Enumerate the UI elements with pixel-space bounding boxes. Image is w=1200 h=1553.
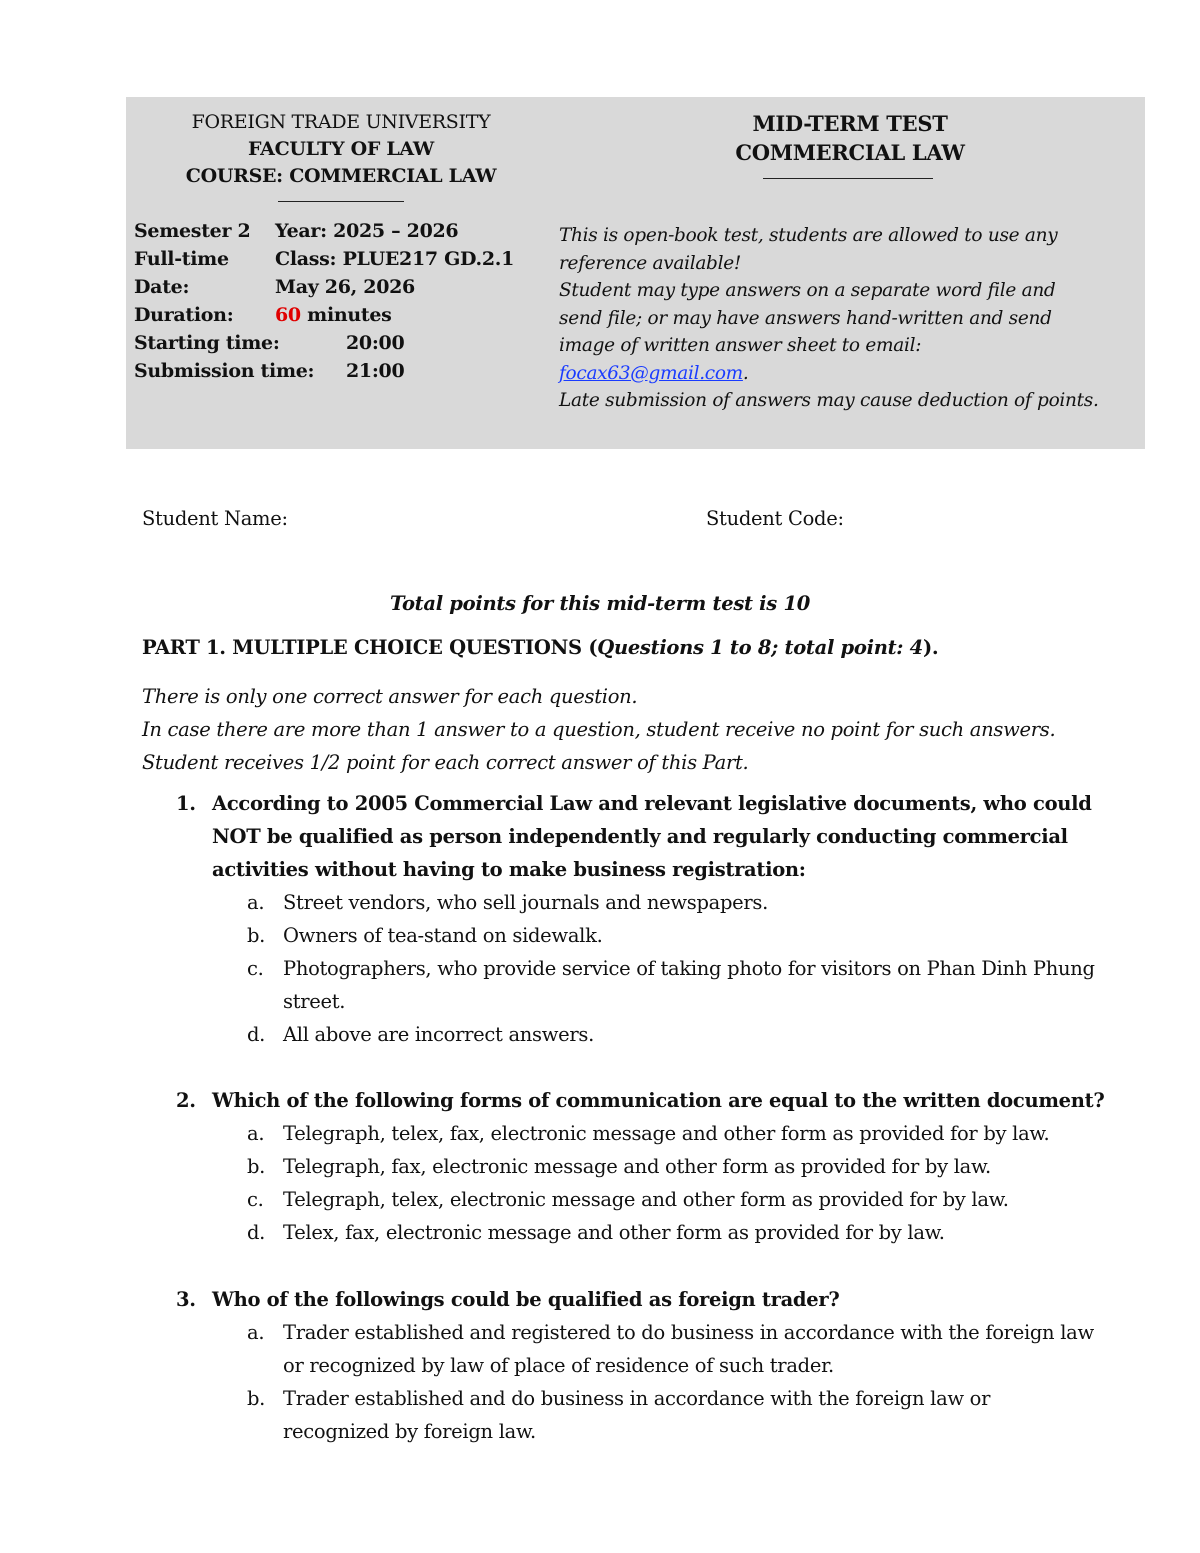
option-text: Street vendors, who sell journals and newspapers. [283,891,769,914]
note-line: image of written answer sheet to email: [559,335,922,356]
part1-title-italic: Questions 1 to 8; total point: 4 [597,636,923,659]
start-value: 20:00 [346,332,405,354]
option-text: Telegraph, fax, electronic message and other form as provided for by law. [283,1155,991,1178]
option-letter: b. [247,924,266,947]
option-text: or recognized by law of place of residence of such trader. [283,1354,834,1377]
option-letter: a. [247,891,265,914]
duration-number: 60 [275,304,301,326]
semester: Semester 2 [134,220,251,242]
course-name: COURSE: COMMERCIAL LAW [185,165,497,187]
option-letter: b. [247,1387,266,1410]
header-left-divider [278,201,404,202]
instruction-line: There is only one correct answer for each question. [142,685,638,708]
header-right [640,109,1060,167]
part1-title [142,635,938,661]
part1-instructions [142,680,1055,779]
question-text: NOT be qualified as person independently and regularly conducting commercial [212,825,1068,848]
option-letter: a. [247,1122,265,1145]
option-letter: a. [247,1321,265,1344]
option-text: Telex, fax, electronic message and other form as provided for by law. [283,1221,945,1244]
email-suffix: . [742,362,749,384]
option-text: Telegraph, telex, fax, electronic message and other form as provided for by law. [283,1122,1050,1145]
note-line: send file; or may have answers hand-written and send [559,307,1052,329]
date-label: Date: [134,276,190,298]
option-text: Trader established and registered to do business in accordance with the foreign law [283,1321,1094,1344]
option-text: Owners of tea-stand on sidewalk. [283,924,603,947]
option-letter: c. [247,1188,264,1211]
option-letter: b. [247,1155,266,1178]
submit-value: 21:00 [346,360,405,382]
note-line: Late submission of answers may cause deduction of points. [559,390,1099,411]
study-mode: Full-time [134,248,229,270]
part1-title-end: ). [922,636,939,659]
test-subject: COMMERCIAL LAW [735,140,965,165]
student-code-label: Student Code: [706,507,844,530]
instruction-line: In case there are more than 1 answer to a question, student receive no point for such answers. [142,718,1056,741]
question-text: Who of the followings could be qualified as foreign trader? [212,1288,840,1311]
option-letter: d. [247,1221,266,1244]
exam-note [559,222,1099,415]
option-text: Telegraph, telex, electronic message and other form as provided for by law. [283,1188,1009,1211]
header-right-divider [763,178,933,179]
question-text: Which of the following forms of communication are equal to the written document? [212,1089,1105,1112]
note-line: reference available! [559,252,741,274]
question-number: 2. [176,1089,196,1112]
instruction-line: Student receives 1/2 point for each correct answer of this Part. [142,751,749,774]
option-text: recognized by foreign law. [283,1420,536,1443]
option-letter: c. [247,957,264,980]
question-number: 3. [176,1288,196,1311]
start-label: Starting time: [134,332,280,354]
faculty-name: FACULTY OF LAW [248,138,434,160]
option-text: street. [283,990,346,1013]
exam-info [134,217,554,385]
date-value: May 26, 2026 [275,276,415,298]
option-text: All above are incorrect answers. [283,1023,594,1046]
duration-unit: minutes [300,304,392,326]
submit-label: Submission time: [134,360,315,382]
note-line: This is open-book test, students are allowed to use any [559,225,1058,246]
option-letter: d. [247,1023,266,1046]
option-text: Photographers, who provide service of taking photo for visitors on Phan Dinh Phung [283,957,1095,980]
class: Class: PLUE217 GD.2.1 [275,248,515,270]
note-line: Student may type answers on a separate word file and [559,280,1056,301]
question-text: According to 2005 Commercial Law and relevant legislative documents, who could [212,792,1092,815]
student-name-label: Student Name: [142,507,288,530]
year: Year: 2025 – 2026 [275,220,459,242]
question-text: activities without having to make business registration: [212,858,806,881]
duration-label: Duration: [134,304,234,326]
header-left [126,109,556,190]
option-text: Trader established and do business in accordance with the foreign law or [283,1387,991,1410]
total-points: Total points for this mid-term test is 10 [389,592,810,615]
university-name: FOREIGN TRADE UNIVERSITY [191,111,491,133]
test-title: MID-TERM TEST [752,111,948,136]
email-link[interactable]: focax63@gmail.com [559,362,743,384]
email-line [559,360,1099,388]
duration-value [275,301,392,329]
part1-title-text: PART 1. MULTIPLE CHOICE QUESTIONS ( [142,636,598,659]
question-number: 1. [176,792,196,815]
